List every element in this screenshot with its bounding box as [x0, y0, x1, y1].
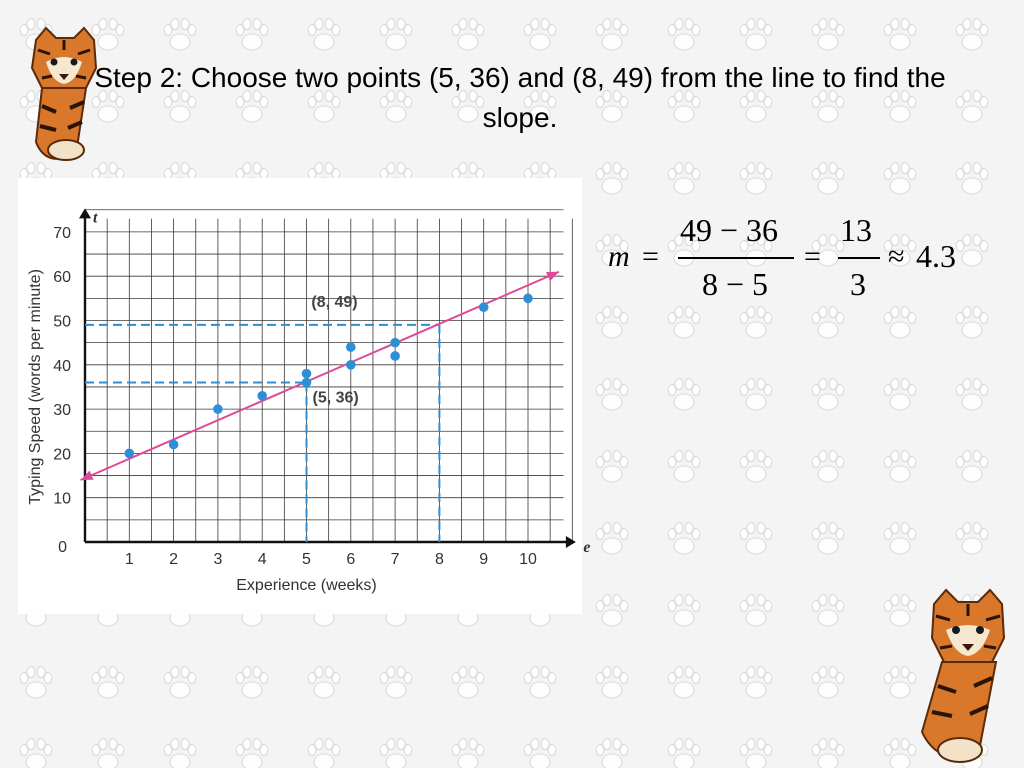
fraction-bar-2: [838, 257, 880, 259]
data-point: [390, 351, 400, 361]
formula-denominator-1: 8 − 5: [702, 266, 769, 302]
data-point: [390, 338, 400, 348]
chart-panel: [18, 178, 591, 614]
slope-formula: [600, 208, 990, 308]
x-axis-variable: e: [583, 539, 591, 556]
x-axis-title: Experience (weeks): [236, 577, 377, 594]
data-point: [302, 378, 312, 388]
y-tick-label: 40: [53, 357, 71, 375]
x-tick-label: 7: [390, 551, 400, 568]
y-tick-label: 70: [53, 224, 71, 242]
y-tick-label: 10: [53, 490, 71, 508]
data-point: [479, 302, 489, 312]
y-axis-title: Typing Speed (words per minute): [27, 269, 44, 505]
formula-variable: m: [608, 240, 630, 273]
fraction-bar-1: [678, 257, 794, 259]
y-axis-variable: t: [93, 209, 98, 227]
data-point: [213, 404, 223, 414]
formula-numerator-2: 13: [840, 212, 872, 248]
x-tick-label: 1: [124, 551, 134, 568]
data-point: [302, 369, 312, 379]
data-point: [257, 391, 267, 401]
x-tick-label: 4: [257, 551, 267, 568]
formula-equals-1: =: [642, 240, 659, 273]
formula-numerator-1: 49 − 36: [680, 212, 779, 248]
data-point: [346, 360, 356, 370]
tiger-icon: [16, 22, 112, 172]
origin-label: 0: [58, 539, 67, 556]
tiger-icon: [912, 582, 1024, 768]
y-tick-label: 60: [53, 269, 71, 287]
formula-equals-2: =: [804, 240, 821, 273]
point-label: (8, 49): [311, 293, 358, 311]
y-tick-label: 20: [53, 446, 71, 464]
point-label: (5, 36): [312, 389, 359, 407]
data-point: [346, 342, 356, 352]
x-tick-label: 3: [213, 551, 223, 568]
scatter-chart: [18, 178, 591, 614]
data-point: [125, 449, 135, 459]
data-point: [523, 294, 533, 304]
x-axis-arrow: [566, 536, 576, 548]
x-tick-label: 5: [302, 551, 311, 568]
slide-title: Step 2: Choose two points (5, 36) and (8, 49) from the line to find the slope.: [94, 62, 946, 133]
x-tick-label: 10: [519, 551, 537, 568]
formula-result: 4.3: [916, 238, 956, 274]
x-tick-label: 8: [434, 551, 444, 568]
formula-approx: ≈: [888, 240, 905, 273]
y-tick-label: 30: [53, 402, 71, 420]
x-tick-label: 2: [169, 551, 179, 568]
data-point: [169, 440, 179, 450]
x-tick-label: 9: [479, 551, 489, 568]
formula-denominator-2: 3: [850, 266, 866, 302]
y-tick-label: 50: [53, 313, 71, 331]
x-tick-label: 6: [346, 551, 356, 568]
